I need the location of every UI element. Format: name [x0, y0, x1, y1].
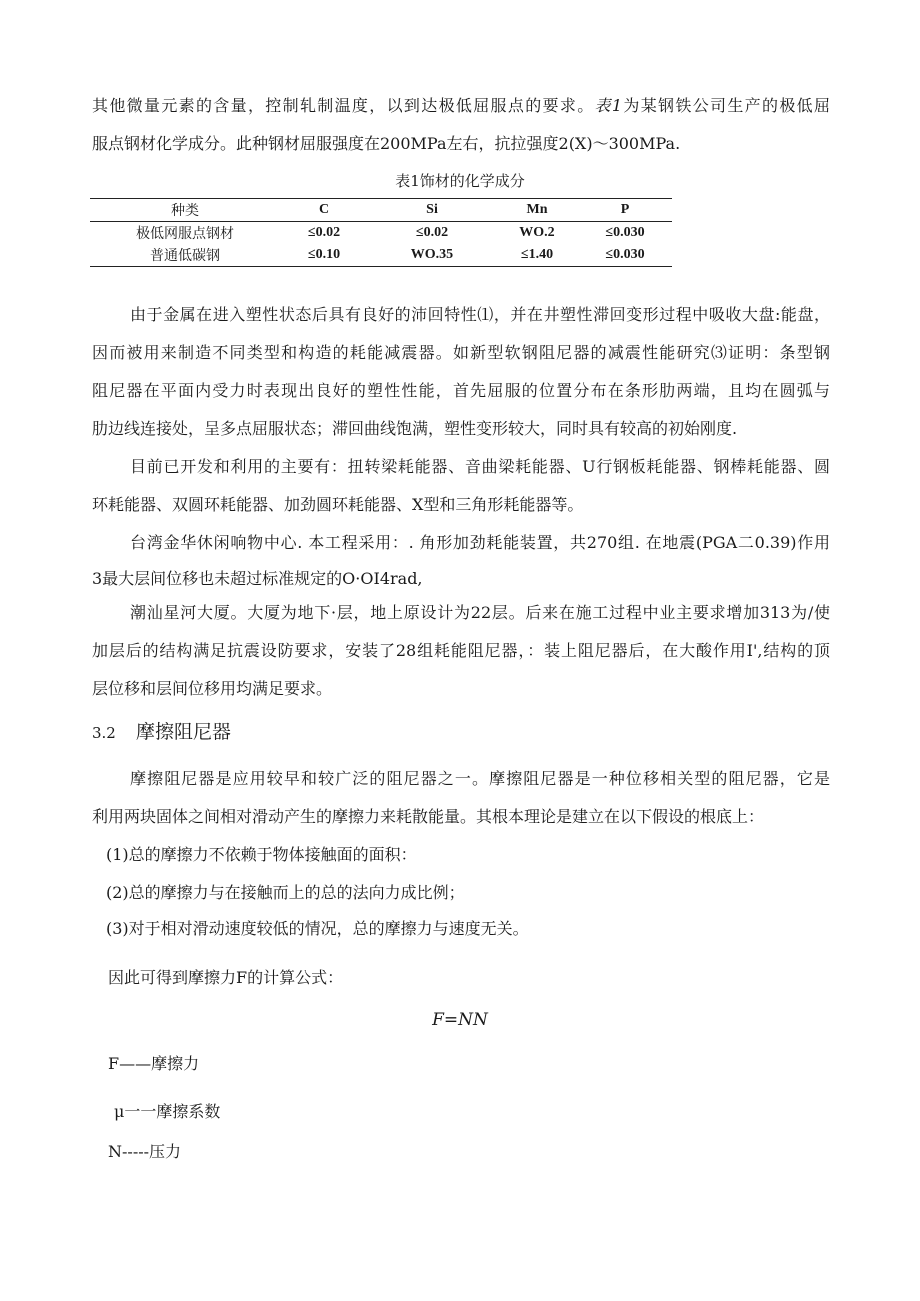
- table-header: P: [578, 199, 672, 222]
- paragraph-5-line: 利用两块固体之间相对滑动产生的摩擦力来耗散能量。其根本理论是建立在以下假设的根底上：: [92, 807, 765, 826]
- table-row: [90, 244, 672, 267]
- list-item: (3)对于相对滑动速度较低的情况，总的摩擦力与速度无关。: [106, 919, 529, 938]
- table-caption: 表1饰材的化学成分: [395, 172, 525, 190]
- table-row: [90, 222, 672, 245]
- section-heading: [92, 719, 231, 746]
- table-header: Si: [368, 199, 496, 222]
- table-cell: WO.35: [368, 244, 496, 267]
- formula-intro: 因此可得到摩擦力F的计算公式：: [108, 968, 344, 987]
- paragraph-4-line: 潮汕星河大厦。大厦为地下·层，地上原设计为22层。后来在施工过程中业主要求增加313为/使: [130, 603, 830, 622]
- section-number: 3.2: [92, 724, 116, 742]
- paragraph-1-line: 因而被用来制造不同类型和构造的耗能减震器。如新型软钢阻尼器的减震性能研究⑶证明：条型钢: [92, 343, 830, 362]
- definition-item: N-----压力: [108, 1142, 182, 1161]
- paragraph-4-line: 加层后的结构满足抗震设防要求，安装了28组耗能阻尼器，：装上阻尼器后，在大酸作用I',结构的顶: [92, 641, 830, 660]
- table-header: 种类: [90, 199, 280, 222]
- table-header: Mn: [496, 199, 578, 222]
- table-cell: 极低网服点钢材: [136, 226, 234, 242]
- list-item: (2)总的摩擦力与在接触而上的总的法向力成比例；: [106, 883, 465, 902]
- table-cell: ≤0.030: [605, 225, 645, 240]
- paragraph-1-line: 肋边线连接处，呈多点屈服状态；滞回曲线饱满，塑性变形较大，同时具有较高的初始刚度.: [92, 419, 738, 438]
- table-cell: ≤0.10: [280, 244, 368, 267]
- table-cell: ≤1.40: [496, 244, 578, 267]
- paragraph-4-line: 层位移和层间位移用均满足要求。: [92, 679, 333, 698]
- table-cell: 普通低碳钢: [90, 244, 280, 267]
- paragraph-1-line: 由于金属在进入塑性状态后具有良好的沛回特性⑴，并在井塑性滞回变形过程中吸收大盘:能盘，: [130, 305, 830, 324]
- table-header: C: [280, 199, 368, 222]
- table-reference: 表1: [594, 96, 623, 115]
- definition-item: F——摩擦力: [108, 1054, 200, 1073]
- table-cell: ≤0.030: [578, 244, 672, 267]
- paragraph-3-line: 3最大层间位移也未超过标准规定的O·OI4rad,: [92, 569, 423, 588]
- paragraph-1-line: 阻尼器在平面内受力时表现出良好的塑性性能，首先屈服的位置分布在条形肋两端，且均在圆弧与: [92, 381, 830, 400]
- table-header-row: [90, 199, 672, 222]
- paragraph-3-line: 台湾金华休闲响物中心. 本工程采用：. 角形加劲耗能装置，共270组. 在地震(PGA二0.39)作用: [130, 533, 830, 552]
- paragraph-2-line: 环耗能器、双圆环耗能器、加劲圆环耗能器、X型和三角形耗能器等。: [92, 495, 584, 514]
- paragraph-5-line: 摩擦阻尼器是应用较早和较广泛的阻尼器之一。摩擦阻尼器是一种位移相关型的阻尼器，它是: [130, 769, 830, 788]
- chemical-composition-table: [90, 198, 672, 267]
- table-cell: ≤0.02: [415, 225, 449, 240]
- paragraph-2-line: 目前已开发和利用的主要有：扭转梁耗能器、音曲梁耗能器、U行钢板耗能器、钢棒耗能器、圆: [130, 457, 830, 476]
- intro-line-1: 其他微量元素的含量，控制轧制温度，以到达极低屈服点的要求。表1为某钢铁公司生产的极低屈: [92, 96, 830, 115]
- table-cell: ≤0.02: [307, 225, 341, 240]
- section-title: 摩擦阻尼器: [136, 721, 232, 743]
- definition-item: μ一一摩擦系数: [114, 1102, 221, 1121]
- friction-formula: F=NN: [432, 1010, 488, 1030]
- list-item: (1)总的摩擦力不依赖于物体接触面的面积：: [106, 845, 417, 864]
- intro-line-2: 服点钢材化学成分。此种钢材屈服强度在200MPa左右，抗拉强度2(X)～300MPa.: [92, 134, 681, 153]
- table-cell: WO.2: [519, 225, 555, 240]
